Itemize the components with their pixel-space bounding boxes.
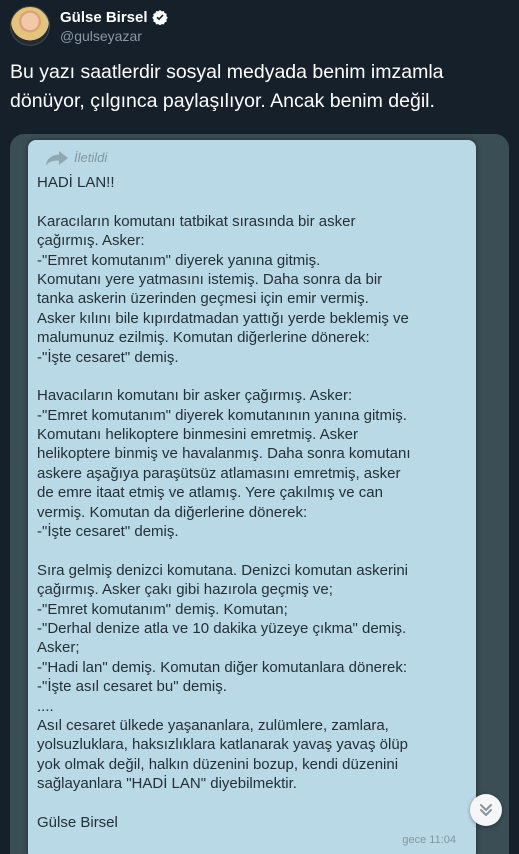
tweet-text bbox=[10, 58, 500, 116]
message-line bbox=[37, 367, 467, 386]
message-line: Asker; bbox=[37, 639, 80, 657]
message-line: -"Hadi lan" demiş. Komutan diğer komutanlara dönerek: bbox=[37, 658, 408, 676]
message-line: .... bbox=[37, 697, 54, 715]
message-line: helikoptere binmiş ve havalanmış. Daha sonra komutanı bbox=[37, 445, 411, 463]
scroll-down-button[interactable] bbox=[470, 794, 502, 826]
tweet-text-line: dönüyor, çılgınca paylaşılıyor. Ancak benim değil. bbox=[10, 90, 435, 112]
tweet-header bbox=[10, 6, 168, 46]
message-text bbox=[37, 173, 467, 832]
forwarded-indicator bbox=[46, 150, 107, 165]
forward-arrow-icon bbox=[46, 151, 68, 165]
message-bubble bbox=[28, 140, 476, 854]
message-line: Komutanı yere yatmasını istemiş. Daha sonra da bir bbox=[37, 270, 383, 288]
message-line bbox=[37, 192, 467, 211]
message-timestamp: gece 11:04 bbox=[402, 834, 456, 846]
forwarded-label: İletildi bbox=[74, 150, 108, 165]
message-line: -"Emret komutanım" demiş. Komutan; bbox=[37, 600, 288, 618]
message-line: vermiş. Komutan da diğerlerine dönerek: bbox=[37, 503, 308, 521]
author-display-name[interactable]: Gülse Birsel bbox=[60, 8, 148, 26]
author-handle[interactable]: @gulseyazar bbox=[60, 27, 142, 44]
message-line: yolsuzluklara, haksızlıklara katlanarak yavaş yavaş ölüp bbox=[37, 736, 409, 754]
message-line: Asker kılını bile kıpırdatmadan yattığı yerde beklemiş ve bbox=[37, 309, 409, 327]
double-chevron-down-icon bbox=[478, 802, 494, 818]
message-line: -"İşte cesaret" demiş. bbox=[37, 348, 179, 366]
tweet-text-line: Bu yazı saatlerdir sosyal medyada benim imzamla bbox=[10, 61, 444, 83]
message-line: -"Emret komutanım" diyerek komutanının yanına gitmiş. bbox=[37, 406, 407, 424]
message-line: askere aşağıya paraşütsüz atlamasını emretmiş, asker bbox=[37, 464, 401, 482]
message-line: Gülse Birsel bbox=[37, 813, 118, 831]
tweet-media-image[interactable] bbox=[10, 134, 509, 854]
name-row bbox=[60, 9, 168, 26]
message-line: malumunuz ezilmiş. Komutan diğerlerine dönerek: bbox=[37, 329, 370, 347]
message-line: sağlayanlara "HADİ LAN" diyebilmektir. bbox=[37, 775, 297, 793]
message-line: HADİ LAN!! bbox=[37, 174, 115, 191]
avatar[interactable] bbox=[10, 6, 50, 46]
message-line: tanka askerin üzerinden geçmesi için emir vermiş. bbox=[37, 290, 369, 308]
message-line: Sıra gelmiş denizci komutana. Denizci komutan askerini bbox=[37, 561, 408, 579]
message-line: -"Emret komutanım" diyerek yanına gitmiş. bbox=[37, 251, 321, 269]
message-line bbox=[37, 794, 467, 813]
message-line: -"İşte asıl cesaret bu" demiş. bbox=[37, 678, 227, 696]
message-line: Asıl cesaret ülkede yaşananlara, zulümlere, zamlara, bbox=[37, 716, 389, 734]
author-names bbox=[60, 9, 168, 44]
message-line: -"Derhal denize atla ve 10 dakika yüzeye çıkma" demiş. bbox=[37, 619, 407, 637]
message-line: Havacıların komutanı bir asker çağırmış. Asker: bbox=[37, 387, 353, 405]
message-line: yok olmak değil, halkın düzenini bozup, kendi düzenini bbox=[37, 755, 399, 773]
message-line: çağırmış. Asker çakı gibi hazırola geçmiş ve; bbox=[37, 581, 333, 599]
message-line: çağırmış. Asker: bbox=[37, 232, 145, 250]
message-line: de emre itaat etmiş ve atlamış. Yere çakılmış ve can bbox=[37, 484, 383, 502]
message-line: Karacıların komutanı tatbikat sırasında bir asker bbox=[37, 212, 356, 230]
message-line: -"İşte cesaret" demiş. bbox=[37, 523, 179, 541]
message-line: Komutanı helikoptere binmesini emretmiş. Asker bbox=[37, 426, 358, 444]
message-line bbox=[37, 541, 467, 560]
verified-badge-icon bbox=[152, 9, 168, 25]
